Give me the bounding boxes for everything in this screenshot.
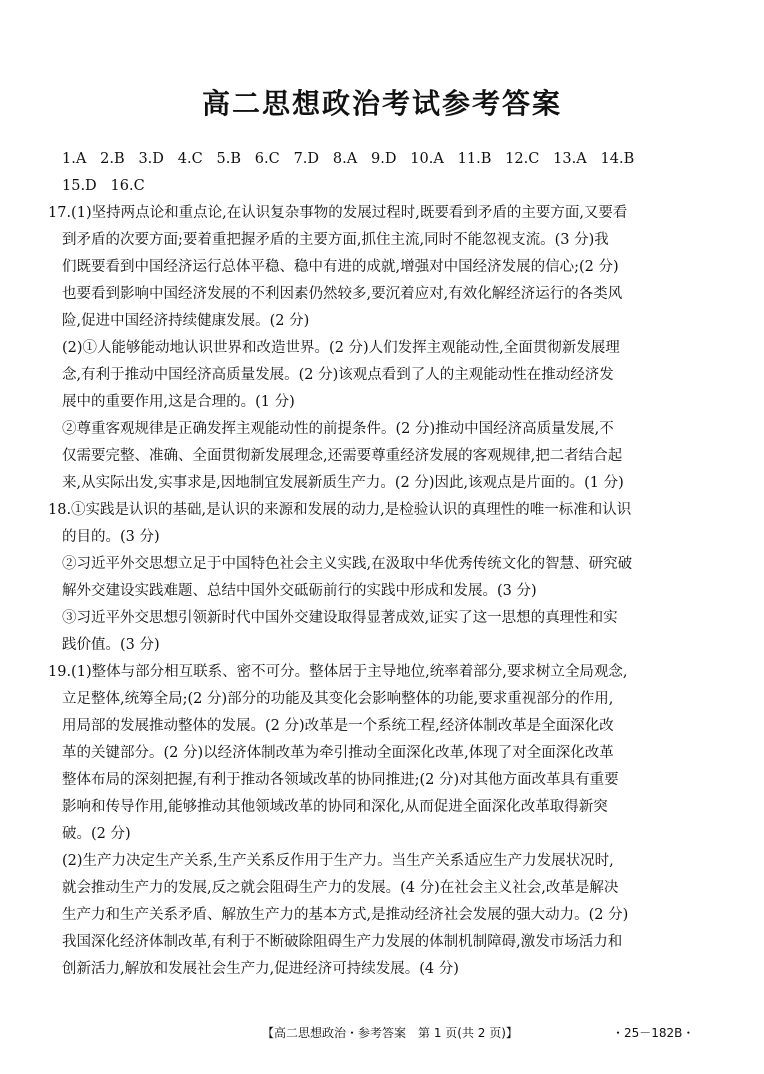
q18-line: 的目的。(3 分): [62, 529, 160, 545]
q17-line: 来,从实际出发,实事求是,因地制宜发展新质生产力。(2 分)因此,该观点是片面的。(1 分): [62, 475, 624, 491]
mc-answers-line-2: 15.D 16.C: [62, 178, 145, 194]
q17-line: 险,促进中国经济持续健康发展。(2 分): [62, 313, 310, 329]
q19-line: 用局部的发展推动整体的发展。(2 分)改革是一个系统工程,经济体制改革是全面深化改: [62, 718, 614, 734]
q19-line: 生产力和生产关系矛盾、解放生产力的基本方式,是推动经济社会发展的强大动力。(2 分): [62, 907, 629, 923]
q18-line: 解外交建设实践难题、总结中国外交砥砺前行的实践中形成和发展。(3 分): [62, 583, 537, 599]
q18-line: ②习近平外交思想立足于中国特色社会主义实践,在汲取中华优秀传统文化的智慧、研究破: [62, 556, 633, 572]
answers-content: [48, 146, 702, 983]
question-17: [48, 200, 702, 497]
q19-line: 破。(2 分): [62, 826, 131, 842]
q17-line: 也要看到影响中国经济发展的不利因素仍然较多,要沉着应对,有效化解经济运行的各类风: [62, 286, 623, 302]
footer-page-info: 【高二思想政治・参考答案 第 1 页(共 2 页)】: [262, 1026, 518, 1040]
q19-line: 立足整体,统筹全局;(2 分)部分的功能及其变化会影响整体的功能,要求重视部分的作用,: [62, 691, 614, 707]
q19-line: 创新活力,解放和发展社会生产力,促进经济可持续发展。(4 分): [62, 961, 459, 977]
q17-line: 们既要看到中国经济运行总体平稳、稳中有进的成就,增强对中国经济发展的信心;(2 分): [62, 259, 619, 275]
q18-line: ③习近平外交思想引领新时代中国外交建设取得显著成效,证实了这一思想的真理性和实: [62, 610, 618, 626]
q19-line: 就会推动生产力的发展,反之就会阻碍生产力的发展。(4 分)在社会主义社会,改革是解决: [62, 880, 619, 896]
footer-doc-code: ・25－182B・: [612, 1026, 695, 1040]
q17-line: 念,有利于推动中国经济高质量发展。(2 分)该观点看到了人的主观能动性在推动经济发: [62, 367, 614, 383]
question-19: [48, 659, 702, 983]
page-title: 高二思想政治考试参考答案: [201, 87, 562, 120]
q17-line: 仅需要完整、准确、全面贯彻新发展理念,还需要尊重经济发展的客观规律,把二者结合起: [62, 448, 623, 464]
mc-answers-line-1: 1.A 2.B 3.D 4.C 5.B 6.C 7.D 8.A 9.D 10.A 11.B 12.C 13.A 14.B: [62, 151, 635, 167]
q19-line: 整体布局的深刻把握,有利于推动各领域改革的协同推进;(2 分)对其他方面改革具有重要: [62, 772, 619, 788]
q18-line: 18.①实践是认识的基础,是认识的来源和发展的动力,是检验认识的真理性的唯一标准和认识: [48, 502, 632, 518]
q17-line: (2)①人能够能动地认识世界和改造世界。(2 分)人们发挥主观能动性,全面贯彻新发展理: [62, 340, 620, 356]
page-footer: [0, 1024, 764, 1042]
q17-line: 17.(1)坚持两点论和重点论,在认识复杂事物的发展过程时,既要看到矛盾的主要方面,又要看: [48, 205, 628, 221]
q19-line: 我国深化经济体制改革,有利于不断破除阻碍生产力发展的体制机制障碍,激发市场活力和: [62, 934, 623, 950]
q17-line: 展中的重要作用,这是合理的。(1 分): [62, 394, 295, 410]
q18-line: 践价值。(3 分): [62, 637, 160, 653]
q19-line: 革的关键部分。(2 分)以经济体制改革为牵引推动全面深化改革,体现了对全面深化改革: [62, 745, 614, 761]
q19-line: (2)生产力决定生产关系,生产关系反作用于生产力。当生产关系适应生产力发展状况时,: [62, 853, 614, 869]
q17-line: 到矛盾的次要方面;要着重把握矛盾的主要方面,抓住主流,同时不能忽视支流。(3 分)我: [62, 232, 609, 248]
q17-line: ②尊重客观规律是正确发挥主观能动性的前提条件。(2 分)推动中国经济高质量发展,不: [62, 421, 614, 437]
question-18: [48, 497, 702, 659]
q19-line: 19.(1)整体与部分相互联系、密不可分。整体居于主导地位,统率着部分,要求树立全局观念,: [48, 664, 628, 680]
q19-line: 影响和传导作用,能够推动其他领域改革的协同和深化,从而促进全面深化改革取得新突: [62, 799, 608, 815]
